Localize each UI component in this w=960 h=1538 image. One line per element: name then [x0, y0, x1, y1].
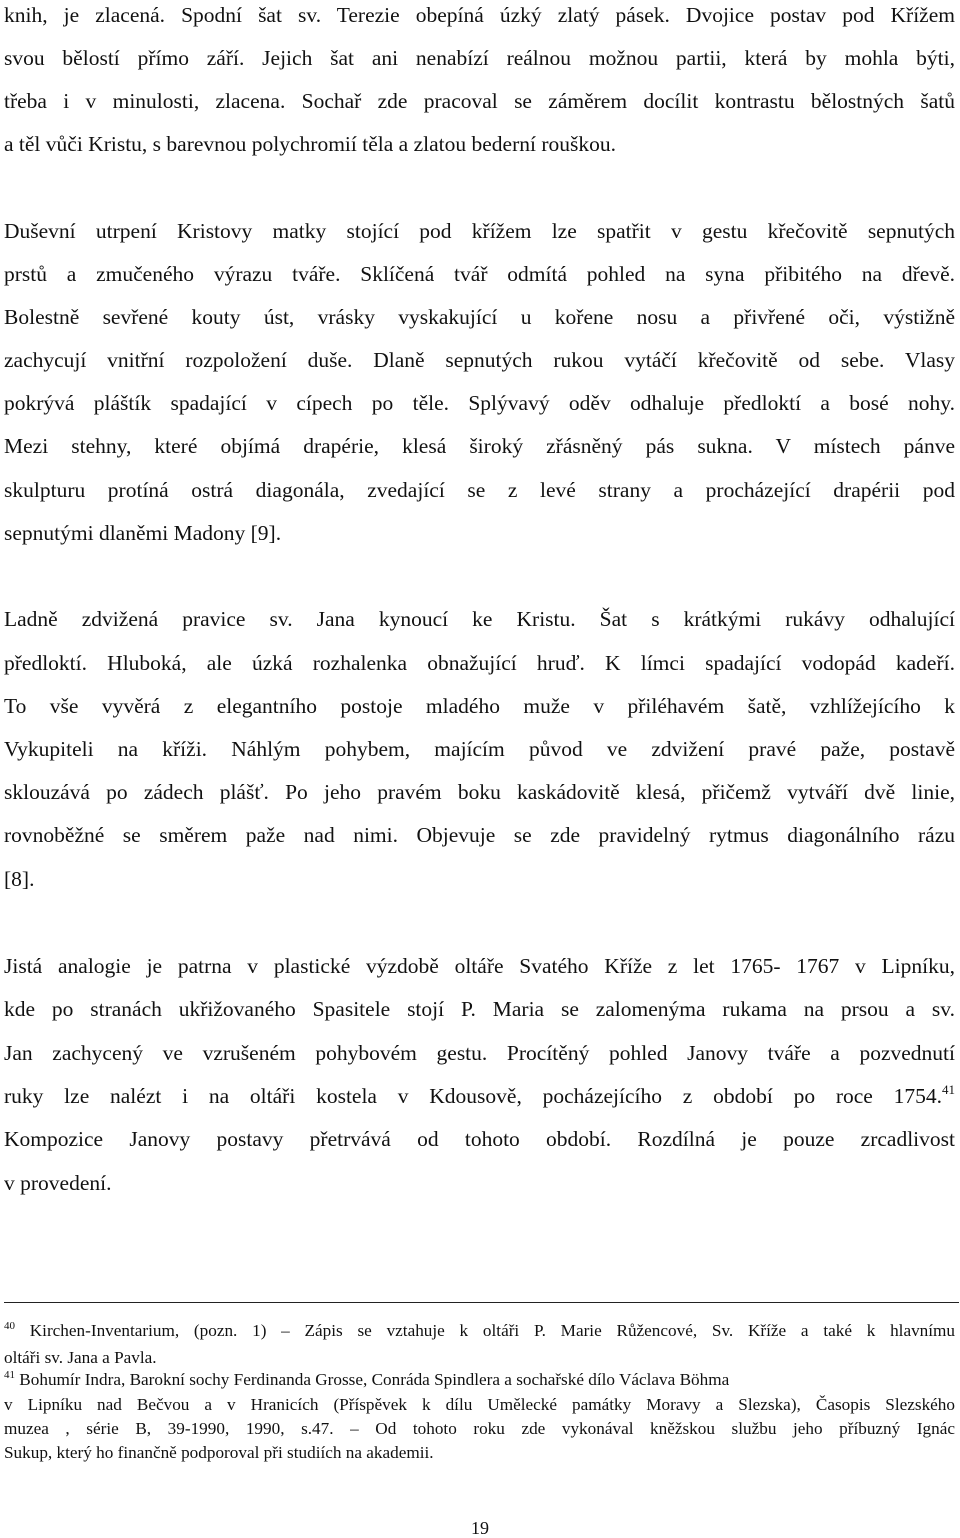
footnote-40-number: 40	[4, 1320, 15, 1332]
paragraph-2-line-7: skulpturu protíná ostrá diagonála, zvedající se z levé strany a procházející drapérii pod	[4, 478, 955, 502]
paragraph-2-line-6: Mezi stehny, které objímá drapérie, klesá široký zřásněný pás sukna. V místech pánve	[4, 434, 955, 458]
footnote-41-line-3: muzea , série B, 39-1990, 1990, s.47. – Od tohoto roku zde vykonával kněžskou službu jeho příbuzný Ignác	[4, 1419, 955, 1438]
paragraph-2-line-8: sepnutými dlaněmi Madony [9].	[4, 521, 282, 545]
paragraph-3-line-4: Vykupiteli na kříži. Náhlým pohybem, majícím původ ve zdvižení pravé paže, postavě	[4, 737, 955, 761]
paragraph-4-line-4	[4, 1083, 955, 1109]
paragraph-1-line-4: a těl vůči Kristu, s barevnou polychromií těla a zlatou bederní rouškou.	[4, 132, 616, 156]
paragraph-3-line-5: sklouzává po zádech plášť. Po jeho pravém boku kaskádovitě klesá, přičemž vytváří dvě linie,	[4, 780, 955, 804]
footnote-ref-41[interactable]: 41	[942, 1082, 955, 1097]
footnote-41-number: 41	[4, 1369, 15, 1381]
paragraph-2-line-3: Bolestně sevřené kouty úst, vrásky vyskakující u kořene nosu a přivřené oči, výstižně	[4, 305, 955, 329]
footnote-separator	[4, 1302, 959, 1303]
footnote-41-line-2: v Lipníku nad Bečvou a v Hranicích (Příspěvek k dílu Umělecké památky Moravy a Slezska), Časopis Slezského	[4, 1395, 955, 1414]
paragraph-3-line-1: Ladně zdvižená pravice sv. Jana kynoucí ke Kristu. Šat s krátkými rukávy odhalující	[4, 607, 955, 631]
paragraph-4-line-4-text: ruky lze nalézt i na oltáři kostela v Kdousově, pocházejícího z období po roce 1754.	[4, 1084, 942, 1108]
paragraph-3-line-6: rovnoběžné se směrem paže nad nimi. Objevuje se zde pravidelný rytmus diagonálního rázu	[4, 823, 955, 847]
footnote-40-line-2: oltáři sv. Jana a Pavla.	[4, 1348, 157, 1367]
page-number: 19	[471, 1518, 489, 1538]
paragraph-2-line-5: pokrývá pláštík spadající v cípech po těle. Splývavý oděv odhaluje předloktí a bosé nohy.	[4, 391, 955, 415]
paragraph-4-line-2: kde po stranách ukřižovaného Spasitele stojí P. Maria se zalomenýma rukama na prsou a sv.	[4, 997, 955, 1021]
paragraph-4-line-1: Jistá analogie je patrna v plastické výzdobě oltáře Svatého Kříže z let 1765- 1767 v Lipníku,	[4, 954, 955, 978]
paragraph-4-line-3: Jan zachycený ve vzrušeném pohybovém gestu. Procítěný pohled Janovy tváře a pozvednutí	[4, 1041, 955, 1065]
paragraph-3-line-3: To vše vyvěrá z elegantního postoje mladého muže v přiléhavém šatě, vzhlížejícího k	[4, 694, 955, 718]
paragraph-1-line-3: třeba i v minulosti, zlacena. Sochař zde pracoval se záměrem docílit kontrastu bělostných šatů	[4, 89, 955, 113]
paragraph-4-line-6: v provedení.	[4, 1171, 112, 1195]
footnote-40-text: Kirchen-Inventarium, (pozn. 1) – Zápis se vztahuje k oltáři P. Marie Růžencové, Sv. Kříže a také k hlavnímu	[29, 1321, 955, 1340]
paragraph-3-line-2: předloktí. Hluboká, ale úzká rozhalenka obnažující hruď. K límci spadající vodopád kadeří.	[4, 651, 955, 675]
footnote-40-line-1	[4, 1321, 955, 1341]
paragraph-2-line-1: Duševní utrpení Kristovy matky stojící pod křížem lze spatřit v gestu křečovitě sepnutých	[4, 219, 955, 243]
paragraph-1-line-1: knih, je zlacená. Spodní šat sv. Terezie obepíná úzký zlatý pásek. Dvojice postav pod Křížem	[4, 3, 955, 27]
paragraph-2-line-2: prstů a zmučeného výrazu tváře. Sklíčená tvář odmítá pohled na syna přibitého na dřevě.	[4, 262, 955, 286]
footnote-41-line-4: Sukup, který ho finančně podporoval při studiích na akademii.	[4, 1443, 434, 1462]
paragraph-4-line-5: Kompozice Janovy postavy přetrvává od tohoto období. Rozdílná je pouze zrcadlivost	[4, 1127, 955, 1151]
paragraph-3-line-7: [8].	[4, 867, 35, 891]
footnote-41-text: Bohumír Indra, Barokní sochy Ferdinanda Grosse, Conráda Spindlera a sochařské dílo Václava Böhma	[19, 1370, 730, 1389]
paragraph-2-line-4: zachycují vnitřní rozpoložení duše. Dlaně sepnutých rukou vytáčí křečovitě od sebe. Vlasy	[4, 348, 955, 372]
footnote-41-line-1	[4, 1370, 955, 1390]
paragraph-1-line-2: svou bělostí přímo září. Jejich šat ani nenabízí reálnou možnou partii, která by mohla býti,	[4, 46, 955, 70]
